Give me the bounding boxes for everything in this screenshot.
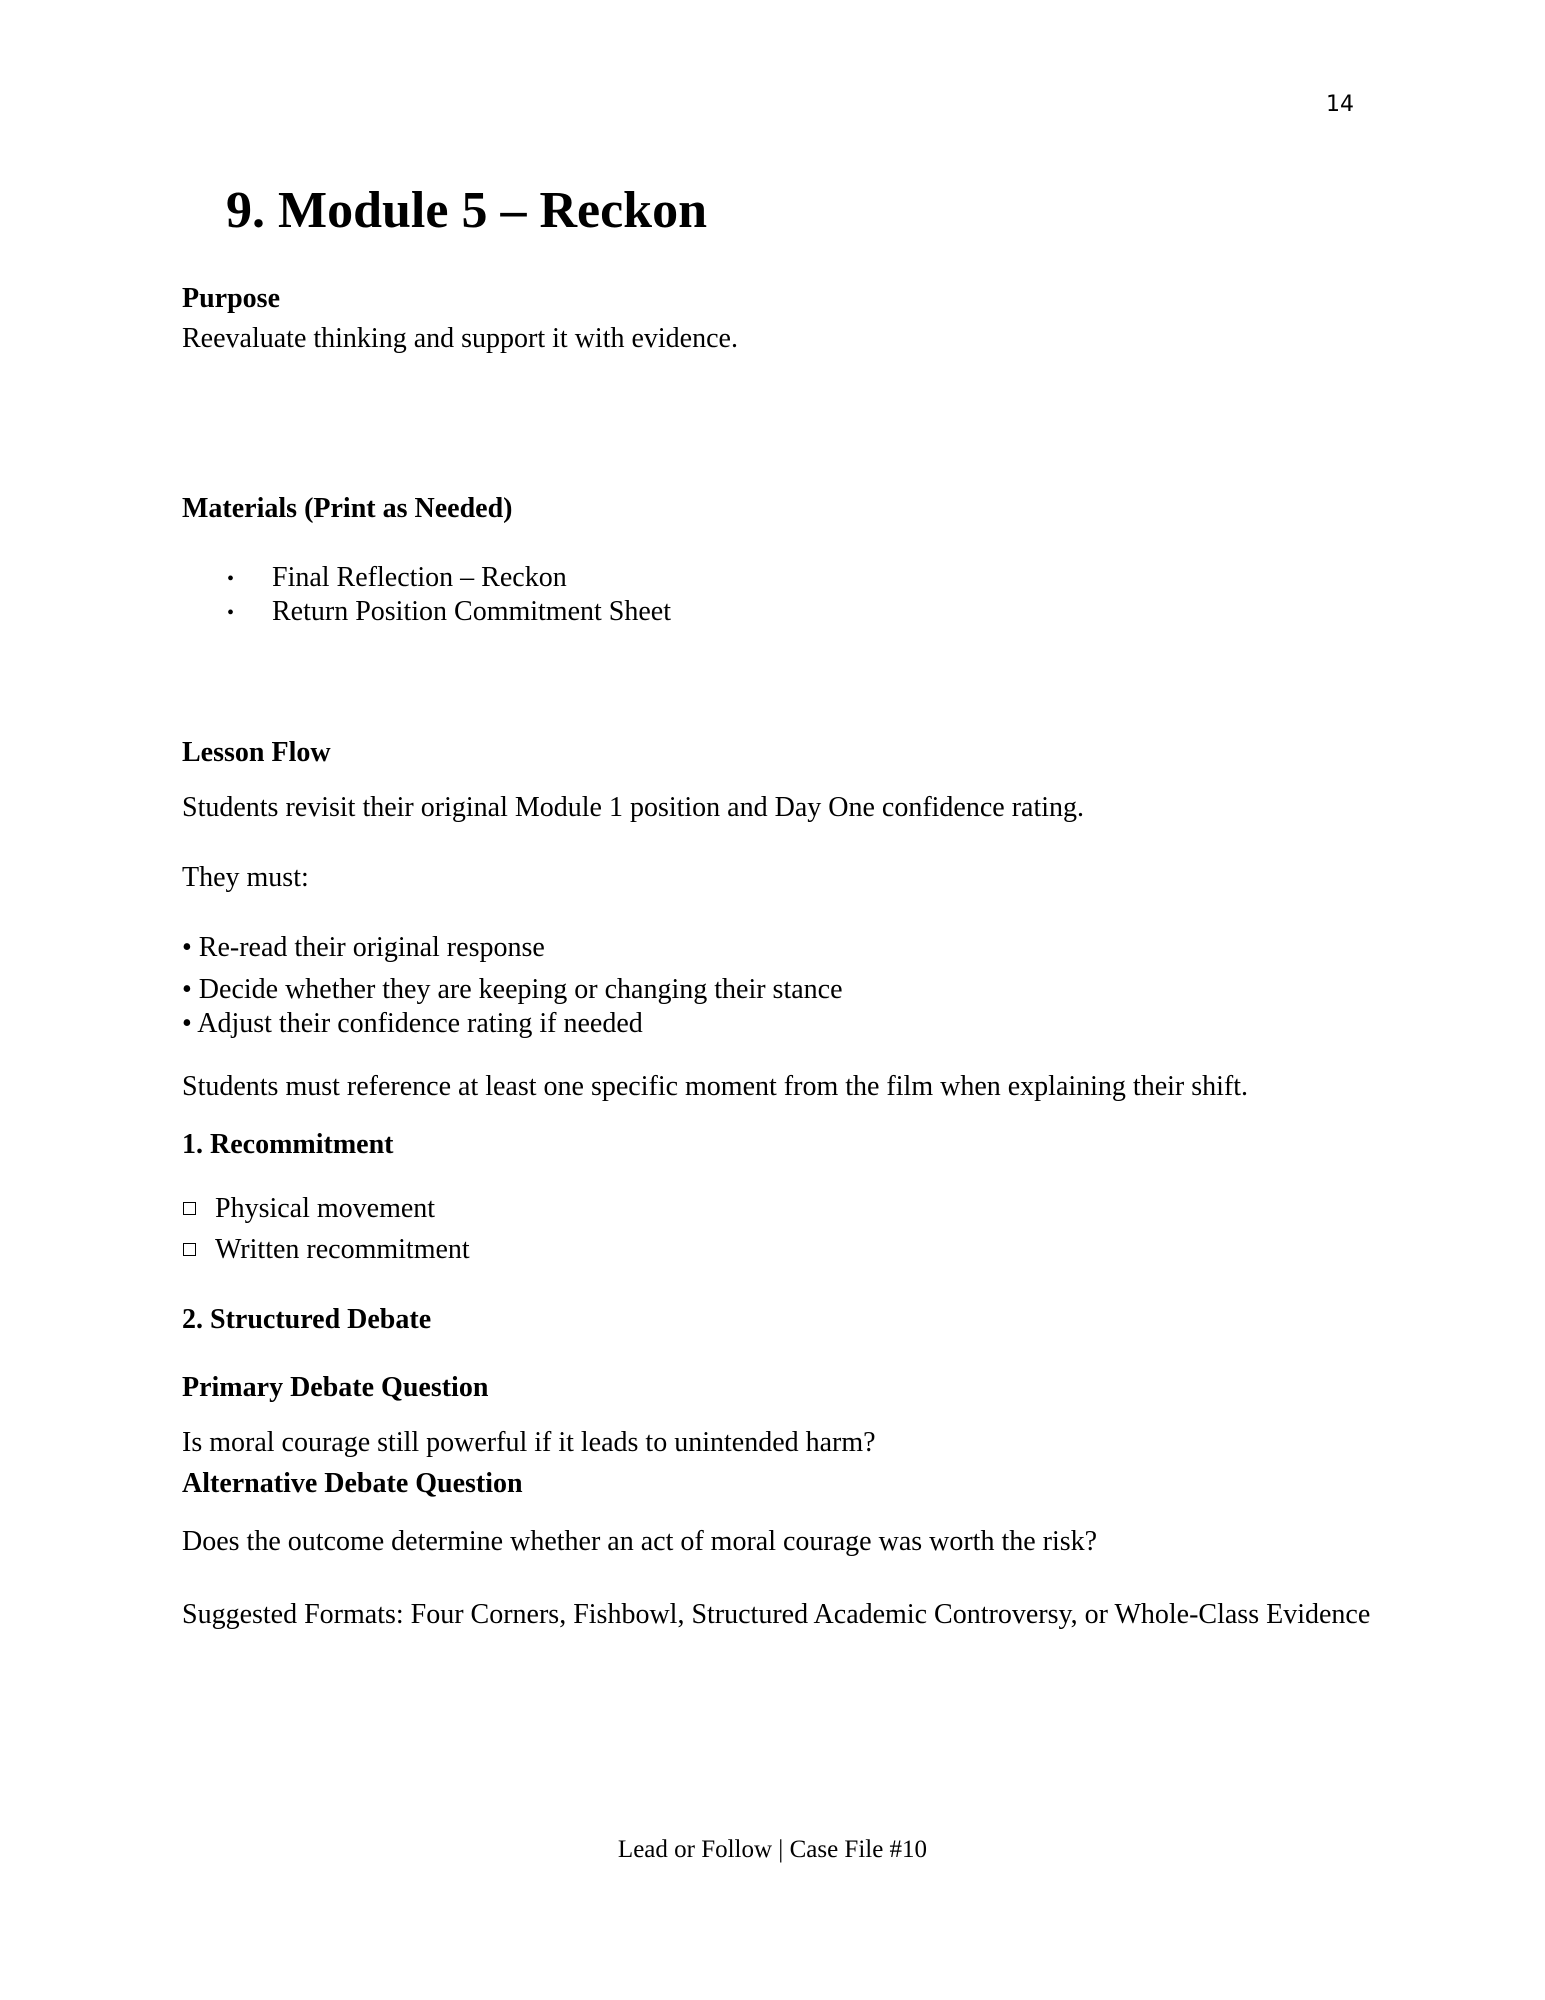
alternative-debate-heading: Alternative Debate Question [182, 1468, 523, 1499]
materials-item: Return Position Commitment Sheet [272, 596, 671, 627]
suggested-formats: Suggested Formats: Four Corners, Fishbowl, Structured Academic Controversy, or Whole-Class Evidence [182, 1599, 1371, 1630]
checkbox-physical-movement[interactable] [183, 1202, 196, 1215]
materials-heading: Materials (Print as Needed) [182, 493, 513, 524]
lesson-flow-heading: Lesson Flow [182, 737, 331, 768]
lesson-requirement: Students must reference at least one specific moment from the film when explaining their shift. [182, 1071, 1249, 1102]
materials-bullet: • [227, 602, 235, 624]
primary-debate-heading: Primary Debate Question [182, 1372, 489, 1403]
they-must-text: They must: [182, 862, 309, 893]
purpose-heading: Purpose [182, 283, 280, 314]
purpose-text: Reevaluate thinking and support it with evidence. [182, 323, 738, 354]
alternative-debate-question: Does the outcome determine whether an act of moral courage was worth the risk? [182, 1526, 1098, 1557]
recommitment-heading: 1. Recommitment [182, 1129, 394, 1160]
page-footer: Lead or Follow | Case File #10 [617, 1836, 928, 1863]
primary-debate-question: Is moral courage still powerful if it leads to unintended harm? [182, 1427, 876, 1458]
checkbox-written-recommitment[interactable] [183, 1243, 196, 1256]
recommitment-option: Written recommitment [215, 1234, 470, 1265]
materials-bullet: • [227, 568, 235, 590]
page-title: 9. Module 5 – Reckon [226, 182, 707, 239]
recommitment-option: Physical movement [215, 1193, 436, 1224]
lesson-step: • Decide whether they are keeping or changing their stance [182, 974, 843, 1005]
debate-heading: 2. Structured Debate [182, 1304, 432, 1335]
lesson-flow-intro: Students revisit their original Module 1 position and Day One confidence rating. [182, 792, 1085, 823]
lesson-step: • Re-read their original response [182, 932, 545, 963]
page-number: 14 [1326, 92, 1354, 117]
materials-item: Final Reflection – Reckon [272, 562, 567, 593]
lesson-step: • Adjust their confidence rating if needed [182, 1008, 643, 1039]
